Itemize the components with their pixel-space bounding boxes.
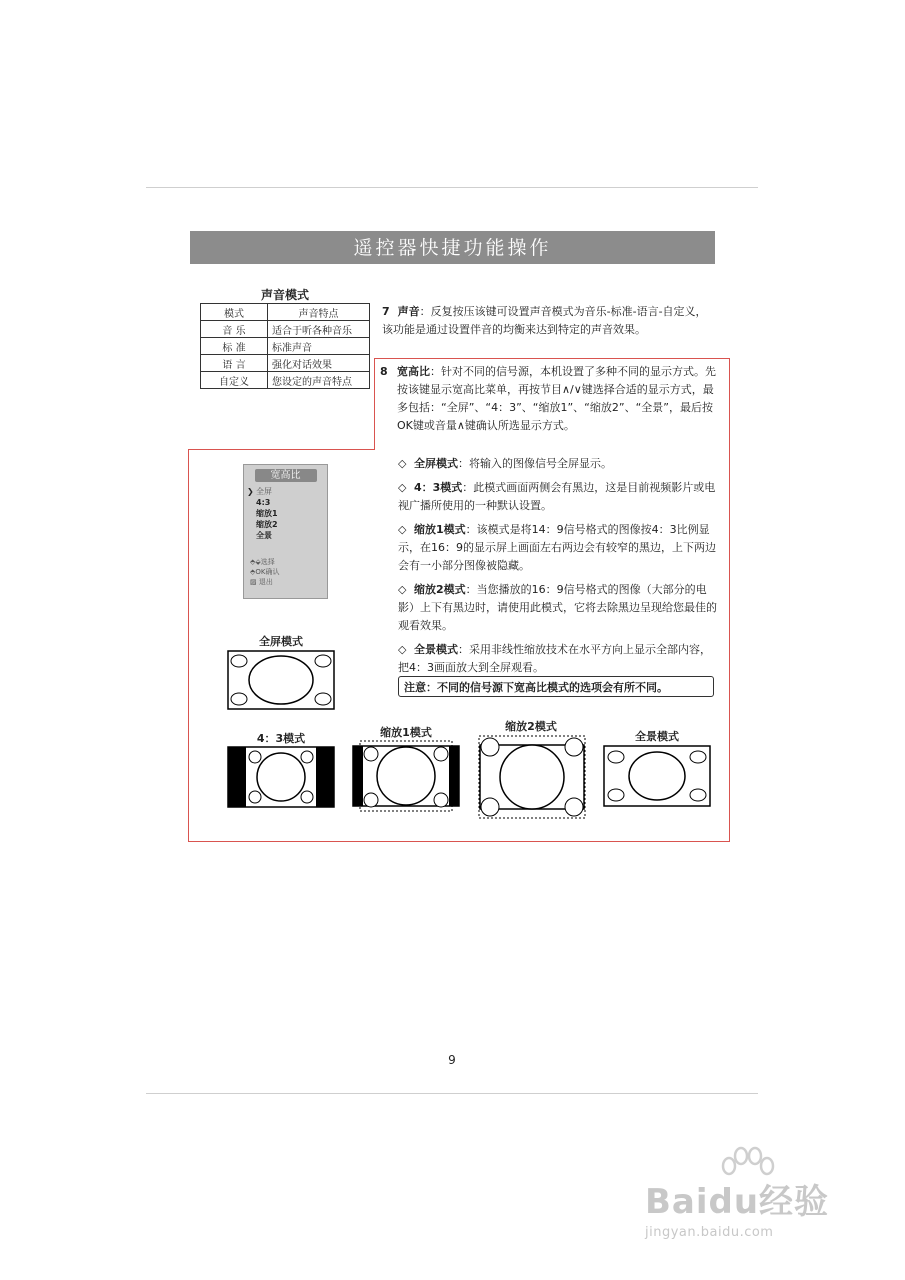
sound-table-caption: 声音模式 (260, 288, 309, 302)
diagram-caption-fullscreen: 全屏模式 (259, 635, 303, 648)
osd-help-label: 选择 (260, 558, 275, 566)
ok-icon: ⬘ (250, 568, 256, 576)
diamond-bullet-icon: ◇ (398, 523, 407, 536)
item-7-sound (382, 303, 717, 339)
table-row (201, 338, 370, 355)
zoom1-diagram (352, 740, 460, 812)
diagram-caption-4-3: 4：3模式 (256, 732, 306, 745)
table-cell: 语 言 (201, 355, 268, 372)
watermark-url: jingyan.baidu.com (645, 1225, 774, 1240)
item-number: 8 (380, 365, 388, 378)
fullscreen-diagram (227, 650, 335, 710)
diamond-bullet-icon: ◇ (398, 583, 407, 596)
paw-icon (715, 1146, 775, 1182)
list-item (398, 479, 720, 515)
table-cell: 强化对话效果 (268, 355, 370, 372)
mode-label: 4：3模式 (413, 481, 463, 494)
osd-help-label: 退出 (258, 578, 273, 586)
page-title: 遥控器快捷功能操作 (190, 231, 715, 264)
osd-help-item (250, 577, 327, 587)
osd-item-label: 4:3 (256, 498, 271, 507)
item-8-aspect-ratio (380, 363, 720, 435)
table-row (201, 372, 370, 389)
mode-text: ：将输入的图像信号全屏显示。 (457, 457, 612, 470)
watermark-logo: Baidu经验 (645, 1182, 830, 1222)
table-cell: 音 乐 (201, 321, 268, 338)
table-cell: 标 准 (201, 338, 268, 355)
osd-item (256, 508, 327, 519)
mode-label: 全屏模式 (413, 457, 458, 470)
mode-label: 缩放1模式 (413, 523, 466, 536)
diamond-bullet-icon: ◇ (398, 643, 407, 656)
table-header: 模式 (201, 304, 268, 321)
table-header: 声音特点 (268, 304, 370, 321)
mode-label: 全景模式 (413, 643, 458, 656)
table-row (201, 321, 370, 338)
note-box: 注意：不同的信号源下宽高比模式的选项会有所不同。 (398, 676, 714, 697)
item-text: ：反复按压该键可设置声音模式为音乐-标准-语言-自定义，该功能是通过设置伴音的均衡来达到特定的声音效果。 (382, 305, 707, 336)
item-label: 宽高比 (397, 365, 430, 378)
diamond-bullet-icon: ◇ (398, 481, 407, 494)
table-row (201, 355, 370, 372)
item-text: ：针对不同的信号源，本机设置了多种不同的显示方式。先按该键显示宽高比菜单，再按节目∧/∨键选择合适的显示方式，最多包括：“全屏”、“4：3”、“缩放1”、“缩放2”、“全景”，最后按OK键或音量∧键确认所选显示方式。 (397, 365, 716, 432)
table-cell: 标准声音 (268, 338, 370, 355)
exit-icon: ▨ (250, 578, 259, 586)
osd-item-label: 缩放2 (256, 520, 278, 529)
osd-item (256, 530, 327, 541)
osd-help-item (250, 557, 327, 567)
osd-item (256, 519, 327, 530)
osd-item-label: 全景 (256, 531, 272, 540)
item-number: 7 (382, 305, 390, 318)
list-item (398, 581, 720, 635)
mode-text: ：当您播放的16：9信号格式的图像（大部分的电影）上下有黑边时，请使用此模式，它将去除黑边呈现给您最佳的观看效果。 (398, 583, 717, 632)
zoom2-diagram (478, 735, 586, 819)
diagram-caption-zoom2: 缩放2模式 (505, 720, 557, 733)
mode-text: ：此模式画面两侧会有黑边，这是目前视频影片或电视广播所使用的一种默认设置。 (398, 481, 716, 512)
diagram-caption-zoom1: 缩放1模式 (380, 726, 432, 739)
list-item (398, 455, 720, 473)
page-number: 9 (448, 1053, 456, 1067)
osd-item (256, 497, 327, 508)
mode-text: ：采用非线性缩放技术在水平方向上显示全部内容，把4：3画面放大到全屏观看。 (398, 643, 711, 674)
osd-item-label: 缩放1 (256, 509, 278, 518)
osd-title: 宽高比 (255, 469, 317, 482)
panorama-diagram (603, 745, 711, 807)
mode-label: 缩放2模式 (413, 583, 466, 596)
osd-item-label: 全屏 (256, 487, 272, 496)
up-down-icon: ⬘⬙ (250, 558, 261, 566)
aspect-mode-list (398, 455, 720, 683)
diamond-bullet-icon: ◇ (398, 457, 407, 470)
diagram-caption-panorama: 全景模式 (635, 730, 679, 743)
table-cell: 您设定的声音特点 (268, 372, 370, 389)
mode-text: ：该模式是将14：9信号格式的图像按4：3比例显示，在16：9的显示屏上画面左右两边会有较窄的黑边，上下两边会有一小部分图像被隐藏。 (398, 523, 716, 572)
list-item (398, 641, 720, 677)
ratio-4-3-diagram (227, 746, 335, 808)
item-label: 声音 (397, 305, 420, 318)
table-cell: 自定义 (201, 372, 268, 389)
aspect-osd-menu (243, 464, 328, 599)
table-cell: 适合于听各种音乐 (268, 321, 370, 338)
osd-item (247, 486, 327, 497)
osd-help-item (250, 567, 327, 577)
osd-help-label: OK确认 (255, 568, 280, 576)
chevron-right-icon: ❯ (247, 487, 254, 496)
watermark (645, 1160, 865, 1240)
list-item (398, 521, 720, 575)
sound-mode-table (200, 303, 370, 389)
